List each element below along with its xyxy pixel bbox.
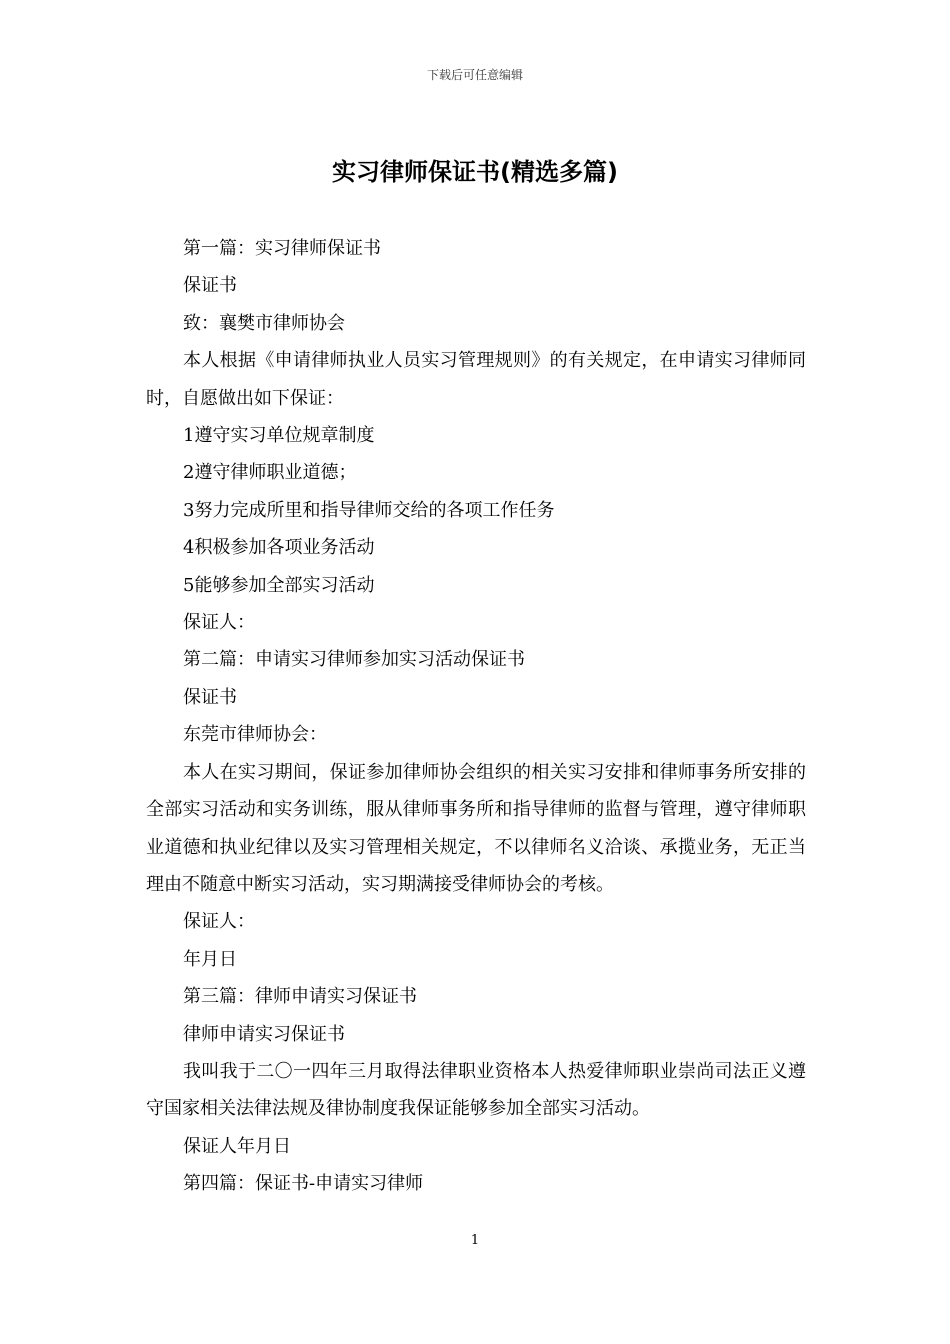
list-item: 5能够参加全部实习活动	[183, 574, 375, 596]
paragraph: 保证书	[183, 275, 237, 297]
paragraph: 保证书	[183, 686, 237, 708]
paragraph: 本人根据《申请律师执业人员实习管理规则》的有关规定，在申请实习律师同时，自愿做出如下保证：	[146, 350, 806, 409]
paragraph: 第四篇：保证书-申请实习律师	[183, 1173, 424, 1195]
paragraph: 律师申请实习保证书	[183, 1023, 345, 1045]
paragraph: 保证人：	[183, 612, 255, 634]
paragraph: 东莞市律师协会：	[183, 724, 327, 746]
paragraph: 本人在实习期间，保证参加律师协会组织的相关实习安排和律师事务所安排的全部实习活动和实务训练，服从律师事务所和指导律师的监督与管理，遵守律师职业道德和执业纪律以及实习管理相关规定，不以律师名义洽谈、承揽业务，无正当理由不随意中断实习活动，实习期满接受律师协会的考核。	[146, 761, 806, 895]
list-item: 1遵守实习单位规章制度	[183, 425, 375, 447]
header-note: 下载后可任意编辑	[426, 68, 523, 82]
document-body	[146, 230, 806, 1203]
paragraph: 第二篇：申请实习律师参加实习活动保证书	[183, 649, 525, 671]
list-item: 3努力完成所里和指导律师交给的各项工作任务	[183, 499, 555, 521]
paragraph: 我叫我于二〇一四年三月取得法律职业资格本人热爱律师职业崇尚司法正义遵守国家相关法律法规及律协制度我保证能够参加全部实习活动。	[146, 1060, 806, 1120]
paragraph: 保证人年月日	[183, 1135, 291, 1157]
document-title: 实习律师保证书(精选多篇)	[332, 158, 618, 186]
list-item: 2遵守律师职业道德；	[183, 462, 357, 484]
page-number: 1	[470, 1233, 480, 1248]
paragraph: 保证人：	[183, 911, 255, 933]
paragraph: 第三篇：律师申请实习保证书	[183, 986, 417, 1008]
list-item: 4积极参加各项业务活动	[183, 537, 375, 559]
paragraph: 致：襄樊市律师协会	[183, 312, 345, 334]
paragraph: 年月日	[183, 948, 237, 970]
paragraph: 第一篇：实习律师保证书	[183, 238, 381, 259]
